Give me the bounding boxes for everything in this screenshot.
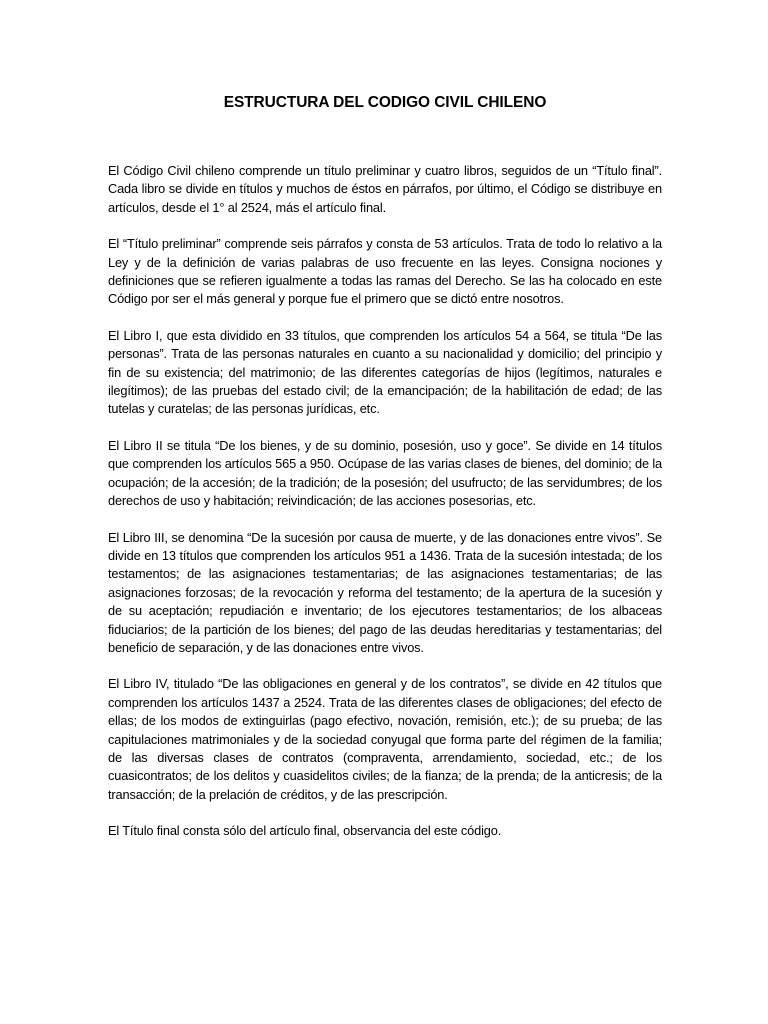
- paragraph-libro-iv: El Libro IV, titulado “De las obligaciones en general y de los contratos”, se divide en 42 títulos que comprenden los artículos 1437 a 2524. Trata de las diferentes clases de obligaciones; del efecto de ellas; de los modos de extinguirlas (pago efectivo, novación, remisión, etc.); de su prueba; de las capitulaciones matrimoniales y de la sociedad conyugal que forma parte del régimen de la familia; de las diversas clases de contratos (compraventa, arrendamiento, sociedad, etc.; de los cuasicontratos; de los delitos y cuasidelitos civiles; de la fianza; de la prenda; de la anticresis; de la transacción; de la prelación de créditos, y de las prescripción.: [108, 676, 662, 802]
- paragraph-titulo-preliminar: El “Título preliminar” comprende seis párrafos y consta de 53 artículos. Trata de todo lo relativo a la Ley y de la definición de varias palabras de uso frecuente en las leyes. Consigna nociones y definiciones que se refieren igualmente a todas las ramas del Derecho. Se las ha colocado en este Código por ser el más general y porque fue el primero que se dictó entre nosotros.: [108, 236, 662, 307]
- paragraph-libro-iii: El Libro III, se denomina “De la sucesión por causa de muerte, y de las donaciones entre vivos”. Se divide en 13 títulos que comprenden los artículos 951 a 1436. Trata de la sucesión intestada; de los testamentos; de las asignaciones testamentarias; de las asignaciones testamentarias; de las asignaciones forzosas; de la revocación y reforma del testamento; de la apertura de la sucesión y de su aceptación; repudiación e inventario; de los ejecutores testamentarios; de los albaceas fiduciarios; de la partición de los bienes; del pago de las deudas hereditarias y testamentarias; del beneficio de separación, y de las donaciones entre vivos.: [108, 529, 662, 655]
- document-body: [108, 162, 662, 841]
- document-title: ESTRUCTURA DEL CODIGO CIVIL CHILENO: [223, 94, 547, 111]
- paragraph-libro-ii: El Libro II se titula “De los bienes, y de su dominio, posesión, uso y goce”. Se divide en 14 títulos que comprenden los artículos 565 a 950. Ocúpase de las varias clases de bienes, del dominio; de la ocupación; de la accesión; de la tradición; de la posesión; del usufructo; de las servidumbres; de los derechos de uso y habitación; reivindicación; de las acciones posesorias, etc.: [108, 437, 662, 509]
- paragraph-libro-i: El Libro I, que esta dividido en 33 títulos, que comprenden los artículos 54 a 564, se titula “De las personas”. Trata de las personas naturales en cuanto a su nacionalidad y domicilio; del principio y fin de su existencia; del matrimonio; de las diferentes categorías de hijos (legítimos, naturales e ilegítimos); de las pruebas del estado civil; de la emancipación; de la habilitación de edad; de las tutelas y curatelas; de las personas jurídicas, etc.: [108, 327, 662, 417]
- paragraph-titulo-final: El Título final consta sólo del artículo final, observancia del este código.: [108, 823, 502, 839]
- paragraph-intro: El Código Civil chileno comprende un título preliminar y cuatro libros, seguidos de un “Título final”. Cada libro se divide en títulos y muchos de éstos en párrafos, por último, el Código se distribuye en artículos, desde el 1° al 2524, más el artículo final.: [108, 163, 662, 215]
